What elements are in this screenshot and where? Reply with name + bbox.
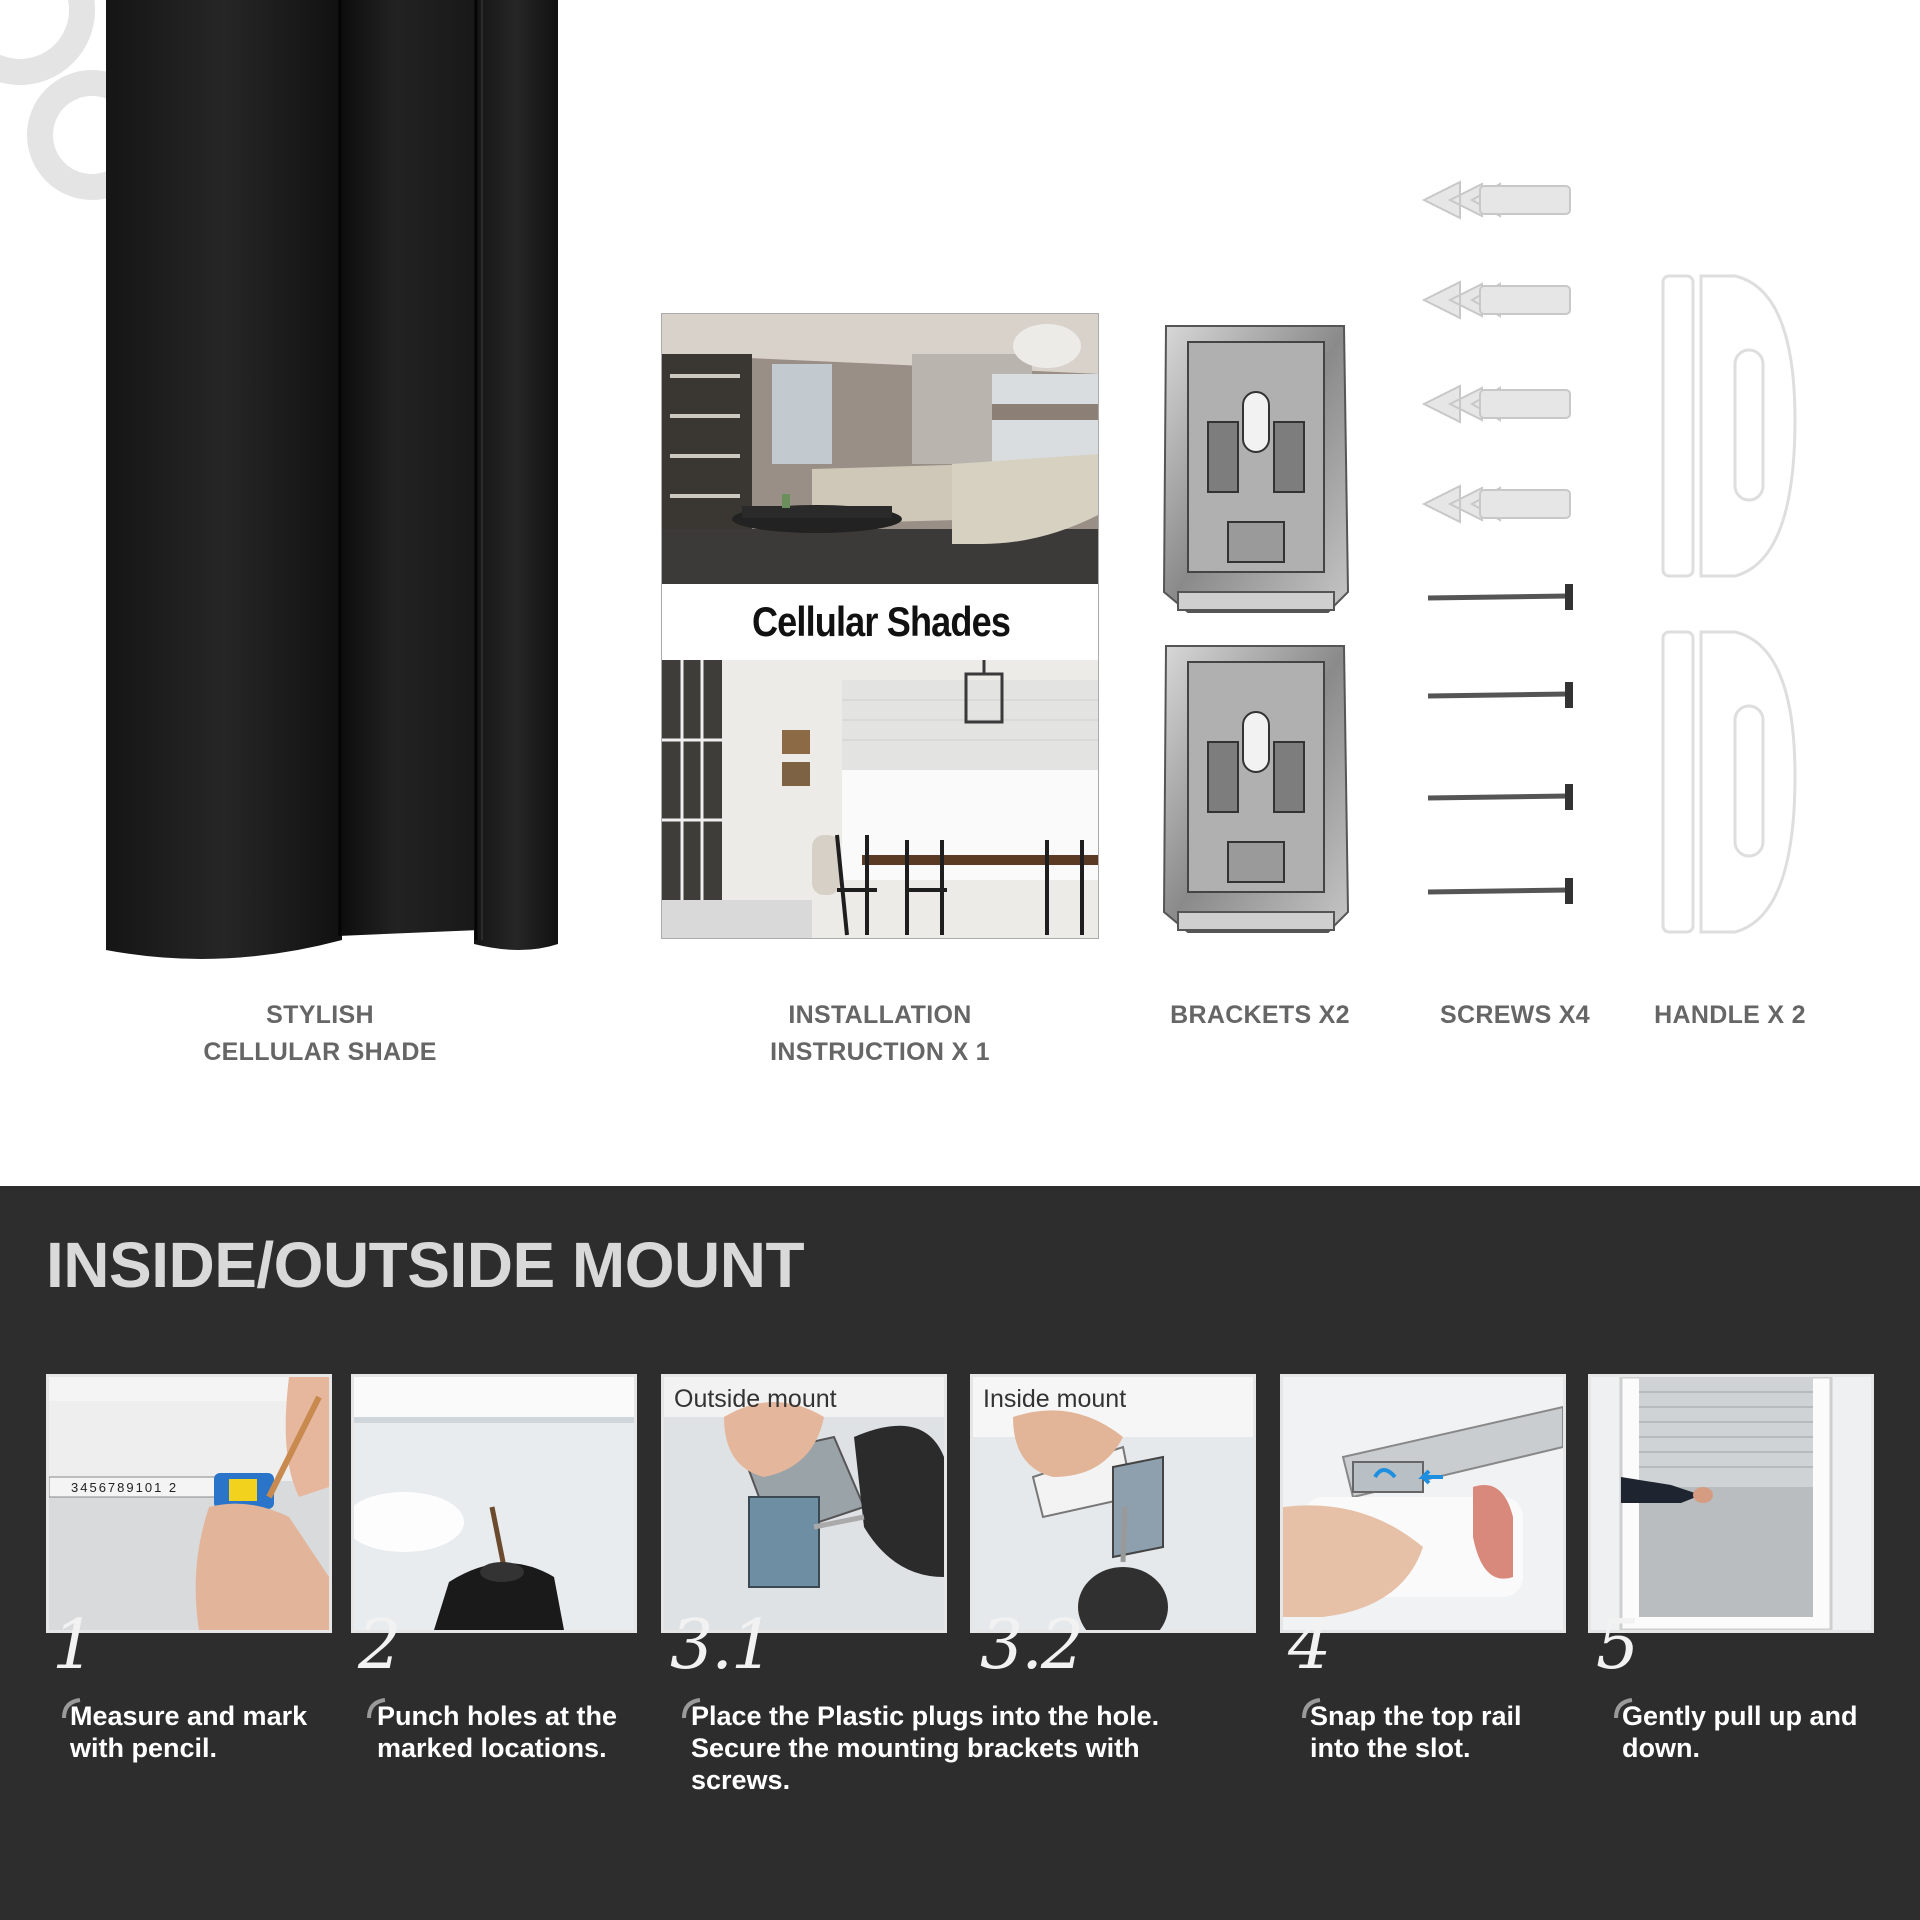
step-3-description [691, 1700, 1159, 1796]
wall-plugs-and-screws [1420, 168, 1580, 928]
manual-caption-line1: INSTALLATION [788, 1001, 972, 1029]
step-4-image [1280, 1374, 1566, 1633]
manual-caption-line2: INSTRUCTION X 1 [770, 1038, 990, 1066]
manual-caption [730, 997, 1030, 1071]
step-5-number: 5 [1596, 1606, 1638, 1685]
shade-caption [170, 997, 470, 1071]
brackets-caption: BRACKETS X2 [1170, 1001, 1350, 1029]
step-5-desc-line2: down. [1622, 1733, 1700, 1763]
handles-image [1655, 270, 1805, 940]
cellular-shade-image [102, 0, 562, 966]
shade-caption-line2: CELLULAR SHADE [203, 1038, 437, 1066]
step-3-2-image [970, 1374, 1256, 1633]
installation-instruction-booklet [661, 313, 1099, 939]
step-4-desc-line2: into the slot. [1310, 1733, 1471, 1763]
handles-caption: HANDLE X 2 [1654, 1001, 1806, 1029]
step-3-desc-line2: Secure the mounting brackets with [691, 1733, 1140, 1763]
step-1-desc-line1: Measure and mark [70, 1701, 308, 1731]
step-1-image [46, 1374, 332, 1633]
instructions-panel [0, 1186, 1920, 1920]
step-5-image [1588, 1374, 1874, 1633]
screws-caption: SCREWS X4 [1440, 1001, 1590, 1029]
step-3-1-number: 3.1 [670, 1606, 773, 1685]
step-2-desc-line1: Punch holes at the [377, 1701, 618, 1731]
mounting-bracket-2 [1158, 642, 1354, 952]
tape-measure-digits: 3456789101 2 [71, 1480, 179, 1495]
step-3-desc-line1: Place the Plastic plugs into the hole. [691, 1701, 1160, 1731]
step-5-description [1622, 1700, 1858, 1764]
step-4-description [1310, 1700, 1522, 1764]
living-room-photo [662, 314, 1099, 584]
step-3-2-number: 3.2 [980, 1606, 1083, 1685]
step-2-number: 2 [358, 1606, 400, 1685]
step-1-number: 1 [52, 1606, 94, 1685]
step-3-1-image [661, 1374, 947, 1633]
section-heading: INSIDE/OUTSIDE MOUNT [46, 1229, 805, 1301]
step-5-desc-line1: Gently pull up and [1622, 1701, 1858, 1731]
shade-caption-line1: STYLISH [266, 1001, 374, 1029]
step-2-description [377, 1700, 617, 1764]
step-2-desc-line2: marked locations. [377, 1733, 607, 1763]
manual-title: Cellular Shades [751, 598, 1011, 645]
step-4-desc-line1: Snap the top rail [1310, 1701, 1522, 1731]
outside-mount-label: Outside mount [674, 1385, 837, 1413]
inside-mount-label: Inside mount [983, 1385, 1127, 1413]
step-3-desc-line3: screws. [691, 1765, 791, 1795]
mounting-bracket-1 [1158, 322, 1354, 632]
dining-room-photo [662, 660, 1099, 939]
step-1-desc-line2: with pencil. [70, 1733, 218, 1763]
step-1-description [70, 1700, 307, 1764]
step-4-number: 4 [1288, 1606, 1330, 1685]
decorative-circles [0, 0, 110, 200]
step-2-image [351, 1374, 637, 1633]
